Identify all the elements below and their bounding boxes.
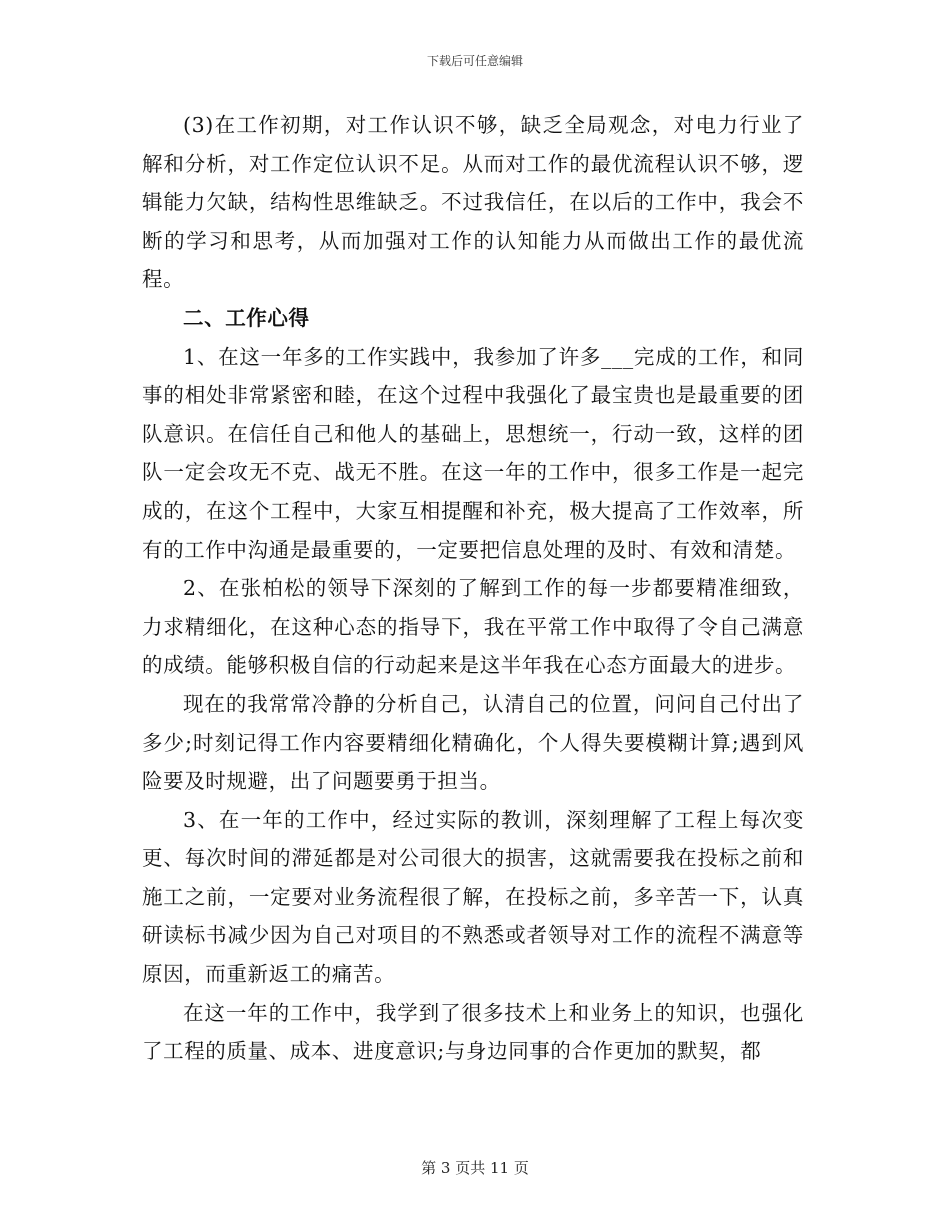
document-body bbox=[142, 106, 804, 1071]
paragraph-lessons-learned: 3、在一年的工作中，经过实际的教训，深刻理解了工程上每次变更、每次时间的滞延都是对公司很大的损害，这就需要我在投标之前和施工之前，一定要对业务流程很了解，在投标之前，多辛苦一下，认真研读标书减少因为自己对项目的不熟悉或者领导对工作的流程不满意等原因，而重新返工的痛苦。 bbox=[142, 807, 804, 987]
paragraph-teamwork: 1、在这一年多的工作实践中，我参加了许多___完成的工作，和同事的相处非常紧密和睦，在这个过程中我强化了最宝贵也是最重要的团队意识。在信任自己和他人的基础上，思想统一，行动一致，这样的团队一定会攻无不克、战无不胜。在这一年的工作中，很多工作是一起完成的，在这个工程中，大家互相提醒和补充，极大提高了工作效率，所有的工作中沟通是最重要的，一定要把信息处理的及时、有效和清楚。 bbox=[142, 344, 804, 562]
section-heading-work-insights: 二、工作心得 bbox=[183, 305, 310, 330]
page-header: 下载后可任意编辑 bbox=[426, 54, 523, 68]
paragraph-precision: 2、在张柏松的领导下深刻的了解到工作的每一步都要精准细致，力求精细化，在这种心态的指导下，我在平常工作中取得了令自己满意的成绩。能够积极自信的行动起来是这半年我在心态方面最大的进步。 bbox=[142, 576, 804, 678]
paragraph-knowledge-gained: 在这一年的工作中，我学到了很多技术上和业务上的知识，也强化了工程的质量、成本、进度意识;与身边同事的合作更加的默契，都 bbox=[142, 1000, 804, 1064]
page-number: 第 3 页共 11 页 bbox=[421, 1159, 529, 1177]
paragraph-self-analysis: 现在的我常常冷静的分析自己，认清自己的位置，问问自己付出了多少;时刻记得工作内容要精细化精确化，个人得失要模糊计算;遇到风险要及时规避，出了问题要勇于担当。 bbox=[142, 691, 804, 794]
paragraph-work-shortcomings: (3)在工作初期，对工作认识不够，缺乏全局观念，对电力行业了解和分析，对工作定位认识不足。从而对工作的最优流程认识不够，逻辑能力欠缺，结构性思维缺乏。不过我信任，在以后的工作中，我会不断的学习和思考，从而加强对工作的认知能力从而做出工作的最优流程。 bbox=[142, 113, 804, 292]
